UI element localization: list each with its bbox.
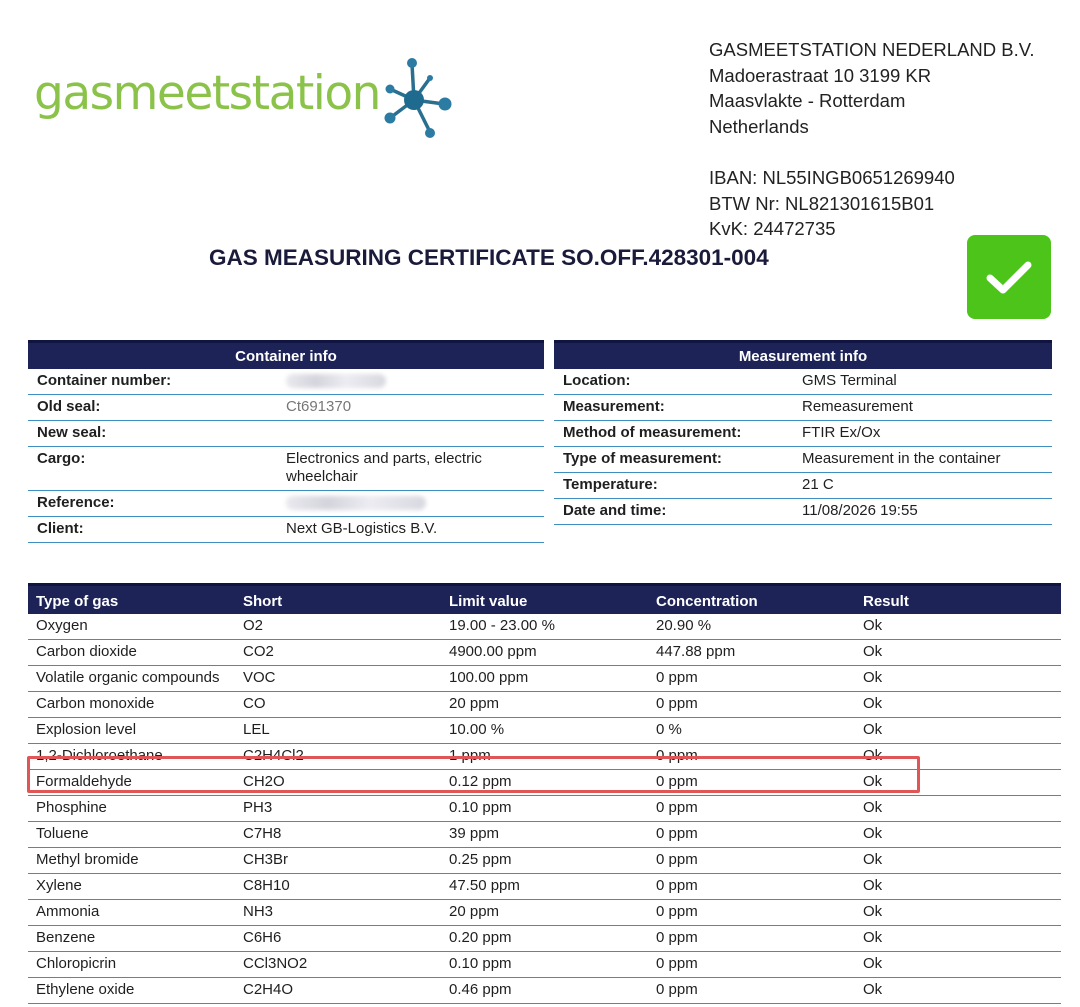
result-cell: Ok — [855, 900, 1061, 926]
result-cell: Ok — [855, 718, 1061, 744]
result-cell: Ok — [855, 822, 1061, 848]
column-header-concentration: Concentration — [648, 585, 855, 615]
new-seal-label: New seal: — [28, 421, 277, 447]
concentration-cell: 0 ppm — [648, 978, 855, 1004]
limit-value-cell: 0.10 ppm — [441, 952, 648, 978]
result-cell: Ok — [855, 952, 1061, 978]
cargo-label: Cargo: — [28, 447, 277, 491]
gas-name-cell: Methyl bromide — [28, 848, 235, 874]
table-row — [28, 491, 544, 517]
concentration-cell: 0 ppm — [648, 744, 855, 770]
concentration-cell: 0 ppm — [648, 822, 855, 848]
limit-value-cell: 20 ppm — [441, 900, 648, 926]
gas-name-cell: Volatile organic compounds — [28, 666, 235, 692]
gas-short-cell: CO — [235, 692, 441, 718]
result-cell: Ok — [855, 640, 1061, 666]
gas-short-cell: C2H4Cl2 — [235, 744, 441, 770]
gas-short-cell: CH3Br — [235, 848, 441, 874]
concentration-cell: 0 ppm — [648, 952, 855, 978]
column-header-limit: Limit value — [441, 585, 648, 615]
company-kvk: KvK: 24472735 — [709, 218, 836, 240]
gas-short-cell: LEL — [235, 718, 441, 744]
company-btw: BTW Nr: NL821301615B01 — [709, 192, 935, 214]
result-cell: Ok — [855, 614, 1061, 640]
company-iban: IBAN: NL55INGB0651269940 — [709, 166, 955, 188]
table-row — [28, 692, 1061, 718]
container-info-heading: Container info — [28, 342, 544, 370]
table-row — [28, 978, 1061, 1004]
gas-short-cell: NH3 — [235, 900, 441, 926]
concentration-cell: 447.88 ppm — [648, 640, 855, 666]
gas-name-cell: Phosphine — [28, 796, 235, 822]
gas-short-cell: C8H10 — [235, 874, 441, 900]
limit-value-cell: 0.20 ppm — [441, 926, 648, 952]
table-row — [28, 822, 1061, 848]
gas-short-cell: VOC — [235, 666, 441, 692]
redacted-value — [286, 496, 426, 510]
table-row — [28, 874, 1061, 900]
table-row — [28, 369, 544, 395]
column-header-result: Result — [855, 585, 1061, 615]
gas-name-cell: Ammonia — [28, 900, 235, 926]
redacted-value — [286, 374, 386, 388]
limit-value-cell: 10.00 % — [441, 718, 648, 744]
measurement-value: Remeasurement — [793, 395, 1052, 421]
column-header-type: Type of gas — [28, 585, 235, 615]
result-cell: Ok — [855, 744, 1061, 770]
limit-value-cell: 100.00 ppm — [441, 666, 648, 692]
molecule-icon — [384, 56, 462, 140]
gas-name-cell: Xylene — [28, 874, 235, 900]
cargo-value: Electronics and parts, electric wheelchair — [277, 447, 544, 491]
gas-table-body — [28, 614, 1061, 1004]
limit-value-cell: 20 ppm — [441, 692, 648, 718]
company-street: Madoerastraat 10 3199 KR — [709, 64, 932, 86]
gas-name-cell: Explosion level — [28, 718, 235, 744]
table-row — [28, 614, 1061, 640]
result-cell: Ok — [855, 796, 1061, 822]
gas-name-cell: Ethylene oxide — [28, 978, 235, 1004]
result-cell: Ok — [855, 978, 1061, 1004]
logo-text: gasmeetstation — [34, 66, 380, 121]
reference-label: Reference: — [28, 491, 277, 517]
gas-name-cell: Toluene — [28, 822, 235, 848]
concentration-cell: 0 ppm — [648, 666, 855, 692]
limit-value-cell: 0.25 ppm — [441, 848, 648, 874]
measurement-info-heading: Measurement info — [554, 342, 1052, 370]
table-row — [554, 499, 1052, 525]
gas-short-cell: O2 — [235, 614, 441, 640]
gas-name-cell: Chloropicrin — [28, 952, 235, 978]
gas-name-cell: 1,2-Dichloroethane — [28, 744, 235, 770]
gas-measurement-table — [28, 583, 1061, 1004]
gas-short-cell: CH2O — [235, 770, 441, 796]
table-row — [28, 447, 544, 491]
table-row — [28, 666, 1061, 692]
old-seal-label: Old seal: — [28, 395, 277, 421]
type-label: Type of measurement: — [554, 447, 793, 473]
measurement-label: Measurement: — [554, 395, 793, 421]
result-cell: Ok — [855, 692, 1061, 718]
company-logo — [34, 56, 462, 140]
gas-name-cell: Oxygen — [28, 614, 235, 640]
gas-name-cell: Carbon monoxide — [28, 692, 235, 718]
limit-value-cell: 4900.00 ppm — [441, 640, 648, 666]
result-cell: Ok — [855, 874, 1061, 900]
concentration-cell: 0 ppm — [648, 692, 855, 718]
concentration-cell: 0 ppm — [648, 900, 855, 926]
table-row — [554, 447, 1052, 473]
new-seal-value — [277, 421, 544, 447]
table-row — [28, 395, 544, 421]
gas-short-cell: CCl3NO2 — [235, 952, 441, 978]
reference-value — [277, 491, 544, 517]
gas-name-cell: Benzene — [28, 926, 235, 952]
type-value: Measurement in the container — [793, 447, 1052, 473]
container-info-table — [28, 340, 544, 543]
table-row — [554, 473, 1052, 499]
gas-short-cell: C7H8 — [235, 822, 441, 848]
limit-value-cell: 47.50 ppm — [441, 874, 648, 900]
container-number-value — [277, 369, 544, 395]
location-value: GMS Terminal — [793, 369, 1052, 395]
concentration-cell: 0 % — [648, 718, 855, 744]
temperature-value: 21 C — [793, 473, 1052, 499]
result-cell: Ok — [855, 926, 1061, 952]
table-row — [28, 640, 1061, 666]
result-cell: Ok — [855, 666, 1061, 692]
company-country: Netherlands — [709, 116, 809, 138]
table-row — [554, 395, 1052, 421]
container-number-label: Container number: — [28, 369, 277, 395]
table-row — [554, 421, 1052, 447]
result-cell: Ok — [855, 848, 1061, 874]
client-value: Next GB-Logistics B.V. — [277, 517, 544, 543]
table-row — [28, 796, 1061, 822]
limit-value-cell: 1 ppm — [441, 744, 648, 770]
table-row — [28, 926, 1061, 952]
column-header-short: Short — [235, 585, 441, 615]
gas-short-cell: PH3 — [235, 796, 441, 822]
table-row — [28, 718, 1061, 744]
gas-short-cell: CO2 — [235, 640, 441, 666]
concentration-cell: 0 ppm — [648, 926, 855, 952]
company-name: GASMEETSTATION NEDERLAND B.V. — [709, 39, 1035, 60]
method-label: Method of measurement: — [554, 421, 793, 447]
company-city: Maasvlakte - Rotterdam — [709, 90, 906, 112]
measurement-info-table — [554, 340, 1052, 525]
gas-name-cell: Carbon dioxide — [28, 640, 235, 666]
table-row — [28, 900, 1061, 926]
company-details — [709, 37, 1035, 242]
location-label: Location: — [554, 369, 793, 395]
datetime-label: Date and time: — [554, 499, 793, 525]
limit-value-cell: 19.00 - 23.00 % — [441, 614, 648, 640]
concentration-cell: 0 ppm — [648, 796, 855, 822]
result-cell: Ok — [855, 770, 1061, 796]
status-badge — [967, 235, 1051, 319]
datetime-value: 11/08/2026 19:55 — [793, 499, 1052, 525]
method-value: FTIR Ex/Ox — [793, 421, 1052, 447]
table-row — [28, 848, 1061, 874]
temperature-label: Temperature: — [554, 473, 793, 499]
table-row — [28, 952, 1061, 978]
limit-value-cell: 39 ppm — [441, 822, 648, 848]
concentration-cell: 20.90 % — [648, 614, 855, 640]
client-label: Client: — [28, 517, 277, 543]
old-seal-value: Ct691370 — [277, 395, 544, 421]
concentration-cell: 0 ppm — [648, 770, 855, 796]
table-row — [28, 421, 544, 447]
gas-short-cell: C6H6 — [235, 926, 441, 952]
concentration-cell: 0 ppm — [648, 874, 855, 900]
limit-value-cell: 0.46 ppm — [441, 978, 648, 1004]
concentration-cell: 0 ppm — [648, 848, 855, 874]
gas-name-cell: Formaldehyde — [28, 770, 235, 796]
certificate-title: GAS MEASURING CERTIFICATE SO.OFF.428301-004 — [209, 245, 769, 270]
table-row — [554, 369, 1052, 395]
checkmark-icon — [984, 257, 1034, 297]
limit-value-cell: 0.12 ppm — [441, 770, 648, 796]
gas-short-cell: C2H4O — [235, 978, 441, 1004]
highlight-box — [27, 756, 920, 793]
limit-value-cell: 0.10 ppm — [441, 796, 648, 822]
table-row — [28, 517, 544, 543]
table-header-row — [28, 585, 1061, 615]
